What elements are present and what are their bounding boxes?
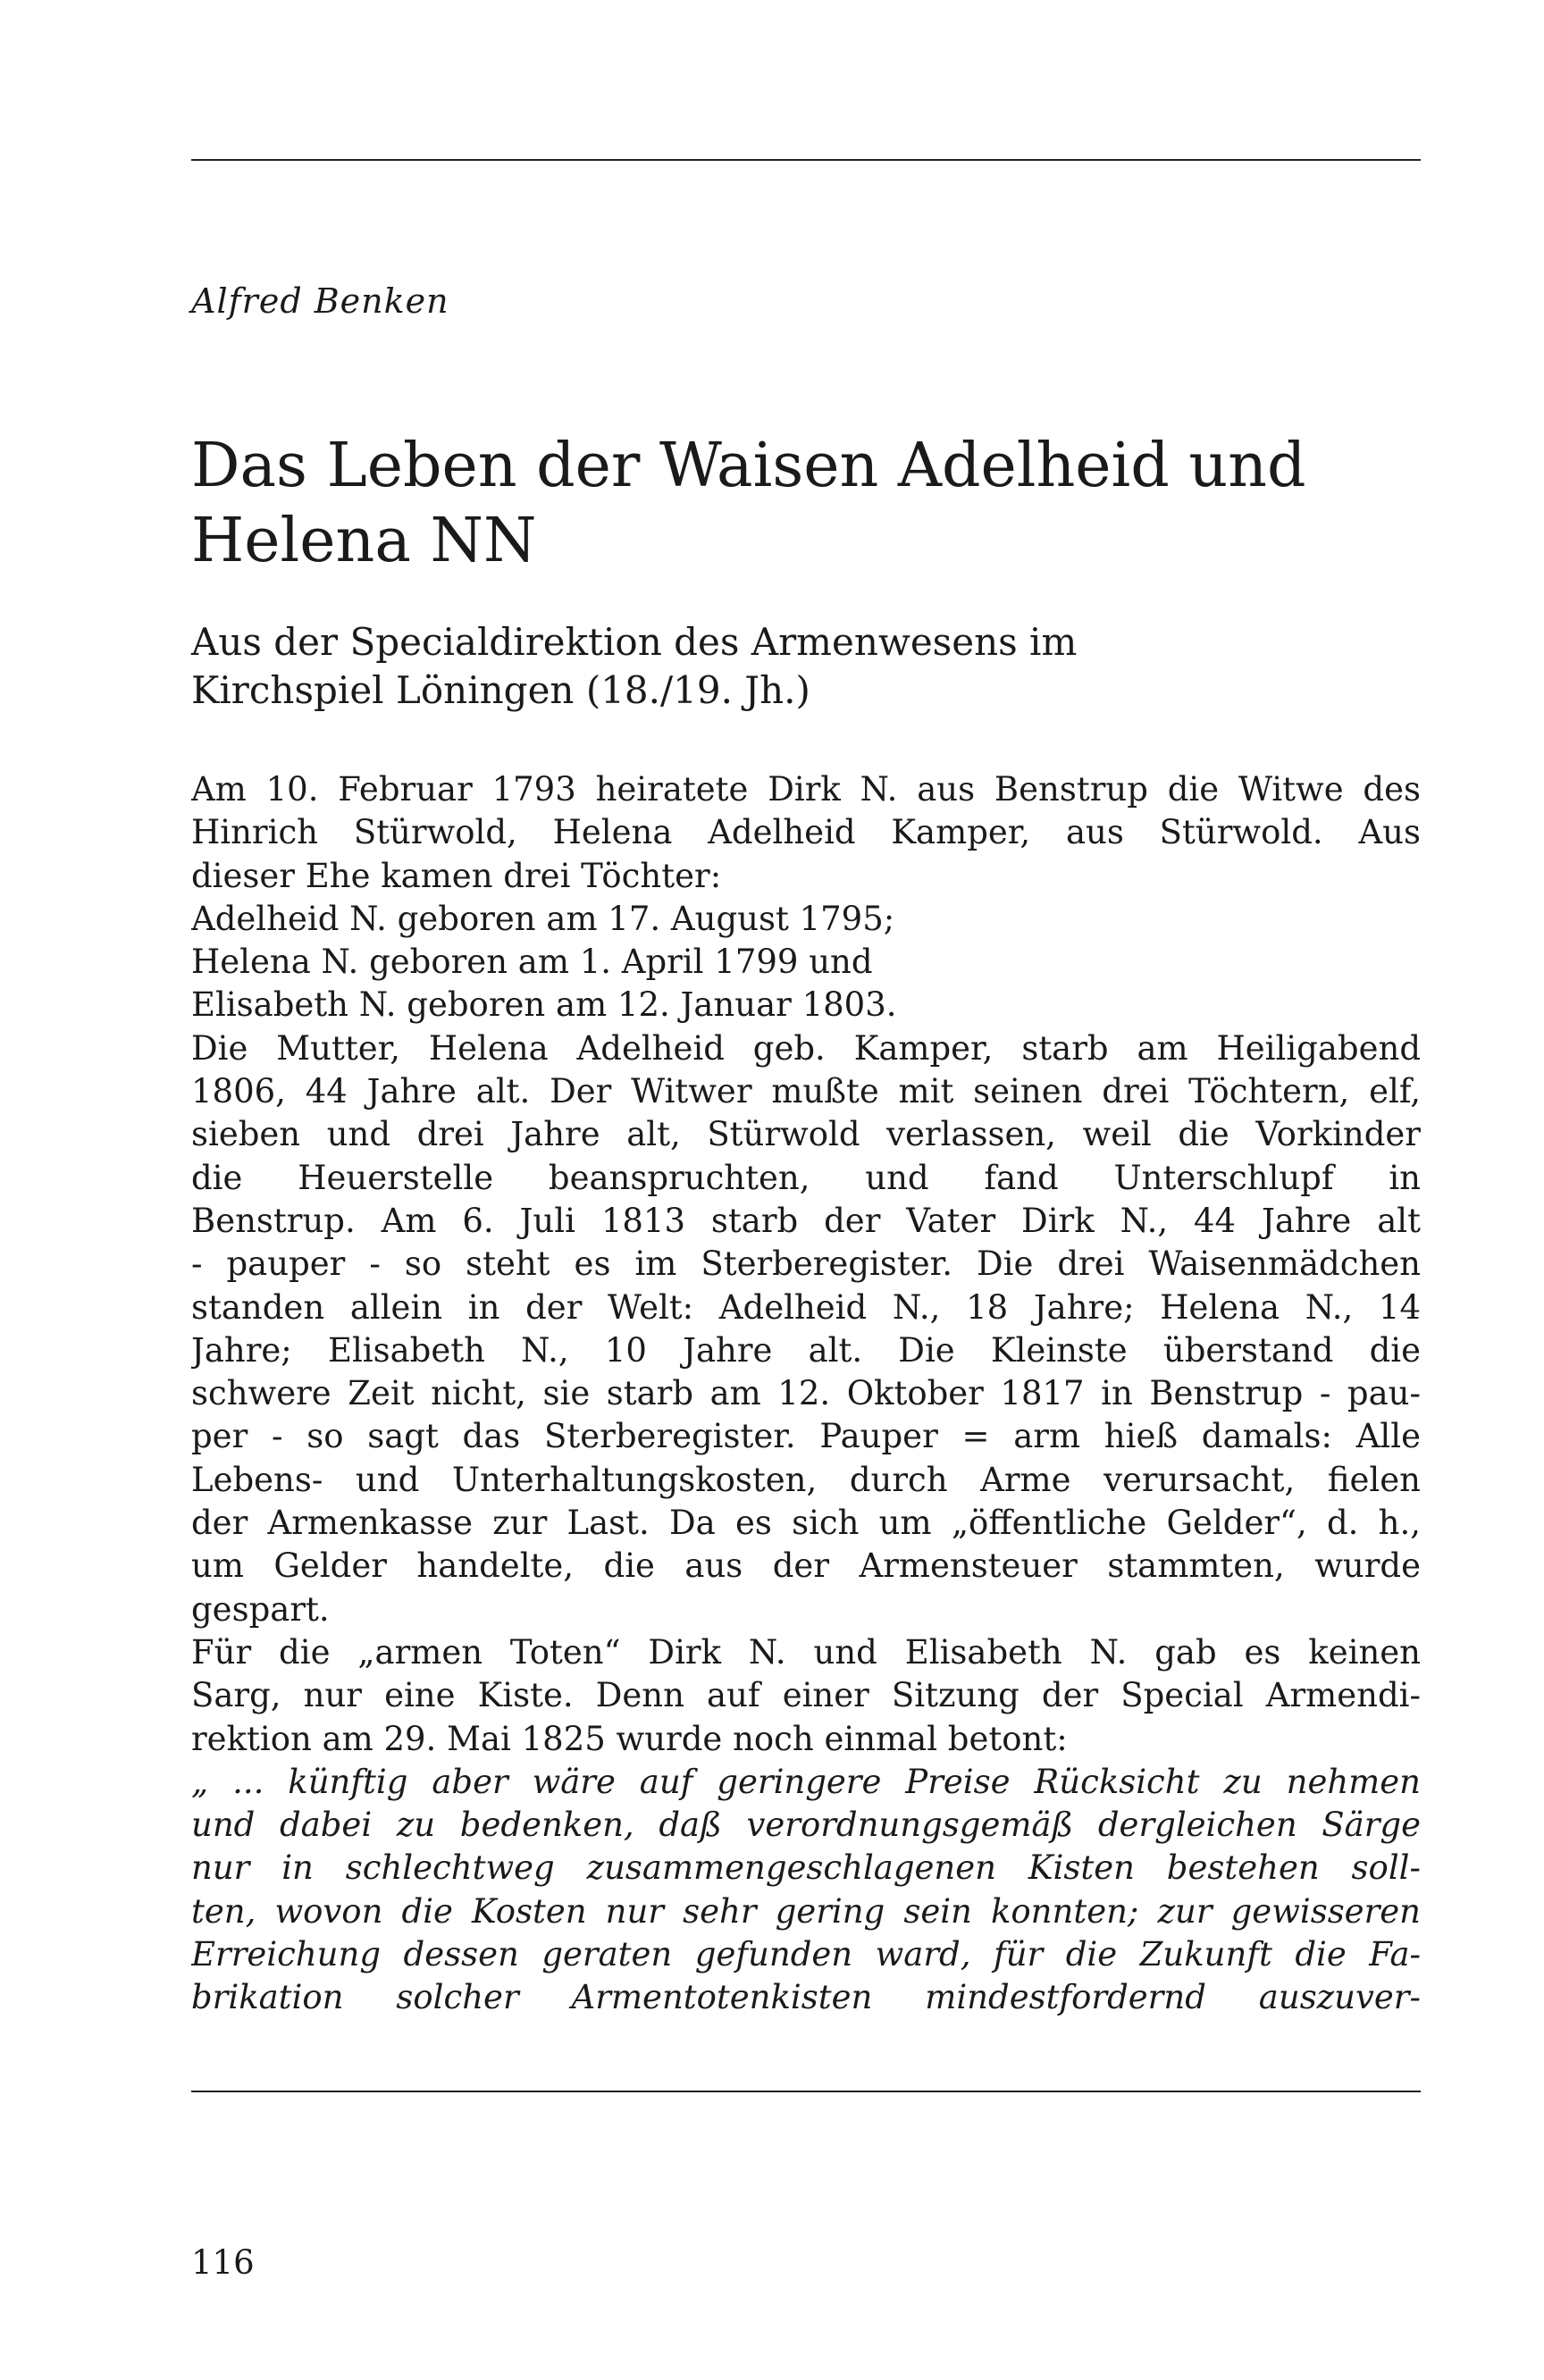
- body-line: Elisabeth N. geboren am 12. Januar 1803.: [191, 985, 897, 1025]
- body-line: Am 10. Februar 1793 heiratete Dirk N. aus Benstrup die Witwe des: [191, 770, 1421, 809]
- body-line: Die Mutter, Helena Adelheid geb. Kamper, starb am Heiligabend: [191, 1028, 1421, 1068]
- body-line: die Heuerstelle beanspruchten, und fand Unterschlupf in: [191, 1158, 1421, 1197]
- quote-line: „ ... künftig aber wäre auf geringere Preise Rücksicht zu nehmen: [191, 1762, 1421, 1801]
- top-rule: [191, 159, 1421, 161]
- body-line: Für die „armen Toten“ Dirk N. und Elisabeth N. gab es keinen: [191, 1632, 1421, 1672]
- quote-line: brikation solcher Armentotenkisten mindestfordernd auszuver-: [191, 1978, 1421, 2017]
- body-line: der Armenkasse zur Last. Da es sich um „öffentliche Gelder“, d. h.,: [191, 1504, 1421, 1543]
- body-line: Benstrup. Am 6. Juli 1813 starb der Vater Dirk N., 44 Jahre alt: [191, 1201, 1421, 1240]
- body-line: gespart.: [191, 1589, 330, 1629]
- bottom-rule: [191, 2091, 1421, 2092]
- body-line: Hinrich Stürwold, Helena Adelheid Kamper, aus Stürwold. Aus: [191, 813, 1421, 852]
- subtitle-line: Kirchspiel Löningen (18./19. Jh.): [191, 668, 810, 712]
- body-line: standen allein in der Welt: Adelheid N., 18 Jahre; Helena N., 14: [191, 1287, 1421, 1327]
- article-title: [191, 429, 1442, 579]
- quote-line: nur in schlechtweg zusammengeschlagenen Kisten bestehen soll-: [191, 1848, 1421, 1888]
- body-line: rektion am 29. Mai 1825 wurde noch einmal betont:: [191, 1719, 1068, 1758]
- article-body: [191, 768, 1421, 2020]
- body-line: Helena N. geboren am 1. April 1799 und: [191, 943, 873, 982]
- page-number: 116: [191, 2243, 255, 2282]
- body-line: Jahre; Elisabeth N., 10 Jahre alt. Die Kleinste überstand die: [191, 1330, 1421, 1370]
- body-line: schwere Zeit nicht, sie starb am 12. Oktober 1817 in Benstrup - pau-: [191, 1374, 1421, 1413]
- body-line: Sarg, nur eine Kiste. Denn auf einer Sitzung der Special Armendi-: [191, 1676, 1421, 1715]
- body-line: 1806, 44 Jahre alt. Der Witwer mußte mit seinen drei Töchtern, elf,: [191, 1072, 1421, 1111]
- body-line: per - so sagt das Sterberegister. Pauper = arm hieß damals: Alle: [191, 1417, 1421, 1456]
- body-line: - pauper - so steht es im Sterberegister. Die drei Waisenmädchen: [191, 1244, 1421, 1284]
- body-line: Lebens- und Unterhaltungskosten, durch Arme verursacht, fielen: [191, 1460, 1421, 1499]
- subtitle-line: Aus der Specialdirektion des Armenwesens im: [191, 620, 1078, 664]
- author-name: Alfred Benken: [191, 281, 449, 321]
- body-line: Adelheid N. geboren am 17. August 1795;: [191, 899, 895, 938]
- quote-line: und dabei zu bedenken, daß verordnungsgemäß dergleichen Särge: [191, 1806, 1421, 1845]
- body-line: dieser Ehe kamen drei Töchter:: [191, 856, 722, 895]
- body-line: um Gelder handelte, die aus der Armensteuer stammten, wurde: [191, 1546, 1421, 1586]
- title-line: Helena NN: [191, 506, 537, 576]
- article-subtitle: [191, 618, 1442, 715]
- quote-line: ten, wovon die Kosten nur sehr gering sein konnten; zur gewisseren: [191, 1891, 1421, 1931]
- title-line: Das Leben der Waisen Adelheid und: [191, 431, 1306, 501]
- quote-line: Erreichung dessen geraten gefunden ward, für die Zukunft die Fa-: [191, 1935, 1421, 1974]
- body-line: sieben und drei Jahre alt, Stürwold verlassen, weil die Vorkinder: [191, 1115, 1421, 1154]
